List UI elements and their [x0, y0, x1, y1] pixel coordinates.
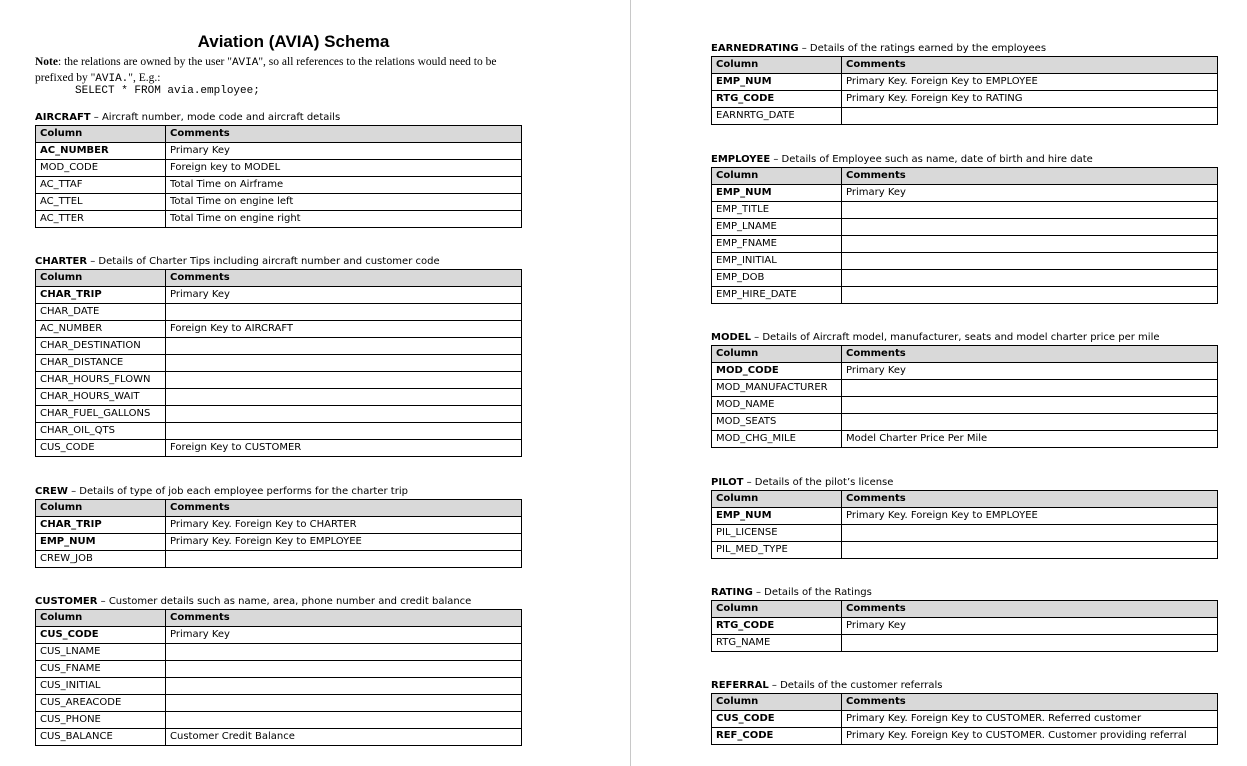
note-prefix: AVIA. [95, 73, 129, 85]
table-row [712, 431, 1218, 448]
table-row [36, 551, 522, 568]
comment-cell: Primary Key. Foreign Key to CHARTER [166, 517, 522, 534]
column-name-cell: EMP_HIRE_DATE [712, 287, 842, 304]
column-name-cell: EMP_NUM [36, 534, 166, 551]
table-description: – Details of Employee such as name, date of birth and hire date [770, 154, 1093, 165]
schema-table-crew [35, 499, 522, 568]
table-row [712, 414, 1218, 431]
table-description: – Details of the ratings earned by the employees [798, 43, 1047, 54]
table-header-row [712, 168, 1218, 185]
column-name-cell: EMP_FNAME [712, 236, 842, 253]
comment-cell: Primary Key [842, 618, 1218, 635]
comment-cell [166, 551, 522, 568]
column-name-cell: CUS_CODE [36, 440, 166, 457]
column-name-cell: RTG_CODE [712, 91, 842, 108]
table-row [712, 711, 1218, 728]
column-name-cell: MOD_SEATS [712, 414, 842, 431]
comments-header: Comments [842, 57, 1218, 74]
column-name-cell: MOD_CHG_MILE [712, 431, 842, 448]
column-name-cell: EMP_NUM [712, 74, 842, 91]
table-name: EMPLOYEE [711, 154, 771, 165]
page-divider [630, 0, 631, 766]
column-name-cell: EARNRTG_DATE [712, 108, 842, 125]
comment-cell [166, 389, 522, 406]
note-text-3: ", E.g.: [128, 72, 161, 84]
comment-cell [842, 542, 1218, 559]
comment-cell [166, 712, 522, 729]
column-name-cell: CHAR_TRIP [36, 287, 166, 304]
column-name-cell: EMP_DOB [712, 270, 842, 287]
table-row [712, 728, 1218, 745]
table-row [712, 542, 1218, 559]
table-description: – Customer details such as name, area, phone number and credit balance [97, 596, 472, 607]
schema-table-model [711, 345, 1218, 448]
comment-cell: Primary Key. Foreign Key to CUSTOMER. Customer providing referral [842, 728, 1218, 745]
column-name-cell: AC_TTER [36, 211, 166, 228]
column-name-cell: MOD_NAME [712, 397, 842, 414]
table-row [36, 695, 522, 712]
comment-cell: Primary Key. Foreign Key to CUSTOMER. Referred customer [842, 711, 1218, 728]
column-name-cell: RTG_NAME [712, 635, 842, 652]
table-row [36, 321, 522, 338]
column-name-cell: CUS_AREACODE [36, 695, 166, 712]
table-row [36, 372, 522, 389]
note-label: Note [35, 56, 58, 68]
column-name-cell: PIL_MED_TYPE [712, 542, 842, 559]
section-pilot [711, 476, 1218, 559]
table-row [712, 508, 1218, 525]
comment-cell: Primary Key [166, 627, 522, 644]
comment-cell: Foreign Key to AIRCRAFT [166, 321, 522, 338]
table-row [712, 74, 1218, 91]
column-name-cell: MOD_MANUFACTURER [712, 380, 842, 397]
comment-cell [166, 644, 522, 661]
table-header-row [36, 500, 522, 517]
table-row [36, 211, 522, 228]
column-name-cell: AC_TTAF [36, 177, 166, 194]
column-name-cell: EMP_LNAME [712, 219, 842, 236]
table-row [36, 304, 522, 321]
note-text-1: : the relations are owned by the user " [58, 56, 232, 68]
comment-cell: Model Charter Price Per Mile [842, 431, 1218, 448]
table-row [712, 253, 1218, 270]
table-row [36, 534, 522, 551]
comment-cell [166, 304, 522, 321]
section-crew [35, 485, 522, 568]
comments-header: Comments [842, 168, 1218, 185]
column-name-cell: REF_CODE [712, 728, 842, 745]
table-row [36, 678, 522, 695]
column-name-cell: PIL_LICENSE [712, 525, 842, 542]
column-name-cell: CUS_CODE [36, 627, 166, 644]
section-model [711, 331, 1218, 448]
table-header-row [36, 610, 522, 627]
table-row [36, 355, 522, 372]
table-row [36, 194, 522, 211]
section-rating [711, 586, 1218, 652]
table-row [712, 618, 1218, 635]
table-name: REFERRAL [711, 680, 769, 691]
table-row [712, 91, 1218, 108]
column-name-cell: AC_NUMBER [36, 143, 166, 160]
table-name: CUSTOMER [35, 596, 98, 607]
comment-cell [842, 414, 1218, 431]
table-heading [711, 331, 1218, 345]
column-header: Column [712, 168, 842, 185]
column-name-cell: AC_TTEL [36, 194, 166, 211]
table-description: – Details of the customer referrals [768, 680, 943, 691]
column-header: Column [36, 270, 166, 287]
table-description: – Details of the Ratings [752, 587, 872, 598]
note-user: AVIA [231, 57, 259, 69]
comments-header: Comments [842, 601, 1218, 618]
table-row [36, 177, 522, 194]
comment-cell [842, 236, 1218, 253]
comment-cell [166, 355, 522, 372]
comment-cell [166, 423, 522, 440]
comment-cell: Total Time on Airframe [166, 177, 522, 194]
column-header: Column [712, 57, 842, 74]
table-row [712, 202, 1218, 219]
comment-cell: Primary Key. Foreign Key to EMPLOYEE [166, 534, 522, 551]
table-name: PILOT [711, 477, 744, 488]
comment-cell [842, 525, 1218, 542]
column-name-cell: CHAR_DATE [36, 304, 166, 321]
column-name-cell: CUS_LNAME [36, 644, 166, 661]
column-header: Column [36, 610, 166, 627]
column-name-cell: CUS_INITIAL [36, 678, 166, 695]
schema-table-pilot [711, 490, 1218, 559]
column-name-cell: EMP_INITIAL [712, 253, 842, 270]
comment-cell: Total Time on engine left [166, 194, 522, 211]
comment-cell [842, 202, 1218, 219]
table-name: CREW [35, 486, 68, 497]
table-heading [711, 586, 1218, 600]
column-name-cell: CHAR_HOURS_FLOWN [36, 372, 166, 389]
column-name-cell: CHAR_TRIP [36, 517, 166, 534]
comments-header: Comments [166, 126, 522, 143]
table-description: – Details of Aircraft model, manufacturer, seats and model charter price per mile [750, 332, 1160, 343]
table-row [36, 338, 522, 355]
column-name-cell: EMP_NUM [712, 185, 842, 202]
comment-cell [842, 380, 1218, 397]
example-sql: SELECT * FROM avia.employee; [75, 85, 260, 97]
section-charter [35, 255, 522, 457]
table-row [712, 397, 1218, 414]
table-row [712, 185, 1218, 202]
column-name-cell: CHAR_DESTINATION [36, 338, 166, 355]
column-name-cell: MOD_CODE [36, 160, 166, 177]
comment-cell [166, 661, 522, 678]
table-row [36, 389, 522, 406]
table-name: RATING [711, 587, 753, 598]
column-header: Column [712, 346, 842, 363]
column-header: Column [36, 126, 166, 143]
table-heading [711, 153, 1218, 167]
column-name-cell: CHAR_HOURS_WAIT [36, 389, 166, 406]
table-row [36, 143, 522, 160]
table-description: – Details of type of job each employee performs for the charter trip [67, 486, 408, 497]
comment-cell [842, 219, 1218, 236]
schema-table-customer [35, 609, 522, 746]
comment-cell [842, 270, 1218, 287]
table-heading [711, 679, 1218, 693]
comment-cell [166, 678, 522, 695]
table-header-row [712, 346, 1218, 363]
table-heading [35, 595, 522, 609]
table-heading [35, 485, 522, 499]
table-name: MODEL [711, 332, 751, 343]
page-title: Aviation (AVIA) Schema [197, 32, 390, 51]
column-header: Column [712, 601, 842, 618]
schema-table-rating [711, 600, 1218, 652]
table-header-row [712, 491, 1218, 508]
comments-header: Comments [166, 500, 522, 517]
comment-cell [842, 253, 1218, 270]
schema-table-aircraft [35, 125, 522, 228]
comment-cell: Primary Key. Foreign Key to EMPLOYEE [842, 508, 1218, 525]
column-name-cell: CREW_JOB [36, 551, 166, 568]
table-row [36, 661, 522, 678]
table-row [36, 287, 522, 304]
comment-cell [842, 635, 1218, 652]
comment-cell: Primary Key. Foreign Key to RATING [842, 91, 1218, 108]
column-name-cell: CHAR_FUEL_GALLONS [36, 406, 166, 423]
column-header: Column [712, 694, 842, 711]
section-customer [35, 595, 522, 746]
column-name-cell: CUS_CODE [712, 711, 842, 728]
table-row [36, 423, 522, 440]
column-name-cell: CUS_PHONE [36, 712, 166, 729]
table-row [36, 440, 522, 457]
column-header: Column [36, 500, 166, 517]
section-employee [711, 153, 1218, 304]
comment-cell: Primary Key [166, 143, 522, 160]
table-row [36, 712, 522, 729]
comments-header: Comments [842, 346, 1218, 363]
column-name-cell: CUS_BALANCE [36, 729, 166, 746]
comment-cell [166, 338, 522, 355]
section-aircraft [35, 111, 522, 228]
table-header-row [36, 270, 522, 287]
section-referral [711, 679, 1218, 745]
comment-cell: Primary Key. Foreign Key to EMPLOYEE [842, 74, 1218, 91]
table-row [712, 270, 1218, 287]
table-header-row [712, 601, 1218, 618]
comment-cell: Primary Key [842, 363, 1218, 380]
table-description: – Aircraft number, mode code and aircraft details [90, 112, 341, 123]
column-name-cell: EMP_NUM [712, 508, 842, 525]
column-name-cell: EMP_TITLE [712, 202, 842, 219]
schema-table-earnedrating [711, 56, 1218, 125]
section-earnedrating [711, 42, 1218, 125]
column-name-cell: CHAR_DISTANCE [36, 355, 166, 372]
table-row [36, 627, 522, 644]
table-heading [711, 476, 1218, 490]
comment-cell: Primary Key [842, 185, 1218, 202]
schema-table-charter [35, 269, 522, 457]
table-row [712, 380, 1218, 397]
comments-header: Comments [842, 491, 1218, 508]
comment-cell [842, 397, 1218, 414]
table-name: CHARTER [35, 256, 88, 267]
comment-cell: Foreign key to MODEL [166, 160, 522, 177]
table-name: EARNEDRATING [711, 43, 799, 54]
table-row [36, 517, 522, 534]
schema-table-employee [711, 167, 1218, 304]
comment-cell: Customer Credit Balance [166, 729, 522, 746]
table-row [36, 406, 522, 423]
table-heading [35, 111, 522, 125]
table-header-row [712, 57, 1218, 74]
note-text-2: ", so all references to the relations would need to be prefixed by " [35, 56, 497, 84]
comment-cell: Foreign Key to CUSTOMER [166, 440, 522, 457]
table-name: AIRCRAFT [35, 112, 91, 123]
table-row [712, 287, 1218, 304]
table-row [712, 363, 1218, 380]
comment-cell [842, 108, 1218, 125]
column-name-cell: AC_NUMBER [36, 321, 166, 338]
column-name-cell: CHAR_OIL_QTS [36, 423, 166, 440]
column-name-cell: CUS_FNAME [36, 661, 166, 678]
table-row [36, 729, 522, 746]
table-header-row [712, 694, 1218, 711]
table-header-row [36, 126, 522, 143]
table-row [36, 644, 522, 661]
comments-header: Comments [166, 610, 522, 627]
comment-cell: Primary Key [166, 287, 522, 304]
comment-cell [166, 406, 522, 423]
note-paragraph [35, 55, 535, 87]
comments-header: Comments [166, 270, 522, 287]
table-row [712, 635, 1218, 652]
column-header: Column [712, 491, 842, 508]
table-row [712, 525, 1218, 542]
comment-cell: Total Time on engine right [166, 211, 522, 228]
table-row [712, 108, 1218, 125]
table-heading [35, 255, 522, 269]
table-heading [711, 42, 1218, 56]
comments-header: Comments [842, 694, 1218, 711]
comment-cell [842, 287, 1218, 304]
table-description: – Details of Charter Tips including aircraft number and customer code [87, 256, 440, 267]
table-row [712, 236, 1218, 253]
table-row [36, 160, 522, 177]
column-name-cell: RTG_CODE [712, 618, 842, 635]
schema-table-referral [711, 693, 1218, 745]
comment-cell [166, 372, 522, 389]
comment-cell [166, 695, 522, 712]
column-name-cell: MOD_CODE [712, 363, 842, 380]
table-row [712, 219, 1218, 236]
table-description: – Details of the pilot’s license [743, 477, 894, 488]
